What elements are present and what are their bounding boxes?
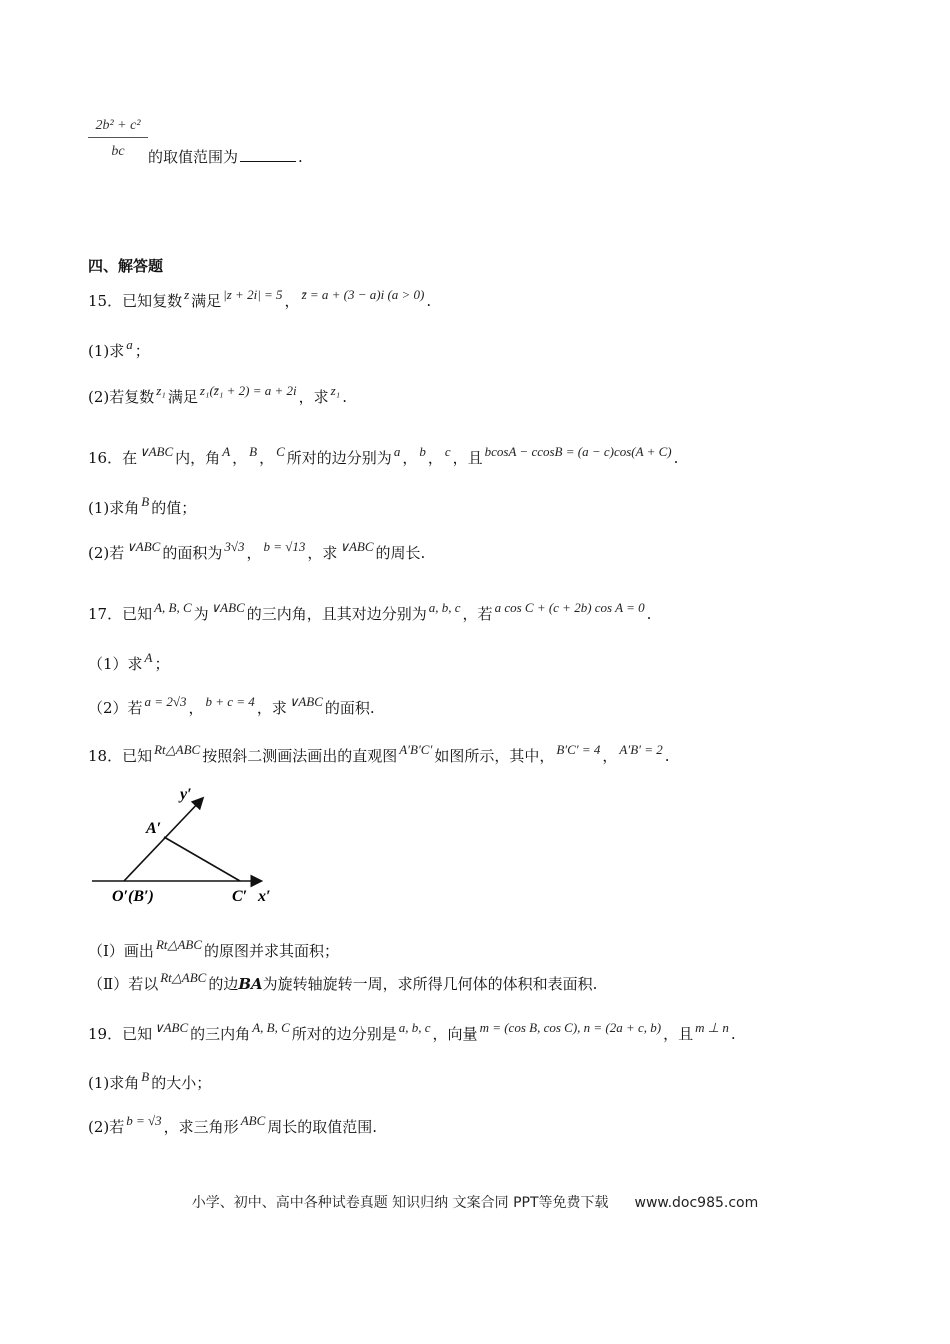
- q15-text: 15．已知复数: [88, 292, 183, 310]
- q18-math: B′C′ = 4: [556, 742, 601, 757]
- q18-math: Rt△ABC: [155, 937, 203, 952]
- q17-math: a cos C + (c + 2b) cos A = 0: [494, 600, 645, 615]
- q19-text: 的大小；: [151, 1074, 212, 1092]
- q19-text: .: [730, 1025, 736, 1043]
- q17-math: a = 2√3: [144, 694, 187, 709]
- fraction-numerator: 2b² + c²: [88, 118, 148, 138]
- q18-text: 为旋转轴旋转一周，求所得几何体的体积和表面积.: [262, 975, 598, 993]
- q16-text: 的值；: [151, 499, 197, 517]
- q14-tail-line: [148, 146, 303, 167]
- q17-text: .: [646, 605, 652, 623]
- q17-text: 17．已知: [88, 605, 153, 623]
- q15-text: 满足: [167, 388, 198, 406]
- q18-stem: [88, 742, 670, 766]
- q16-math: ∨ABC: [339, 539, 374, 554]
- q16-text: (2)若: [88, 544, 125, 562]
- q15-stem: [88, 287, 432, 311]
- q16-text: 16．在: [88, 449, 138, 467]
- q17-text: （1）求: [88, 655, 143, 673]
- q17-part1: [88, 650, 170, 674]
- q15-text: (1)求: [88, 342, 125, 360]
- q18-text: （Ⅰ）画出: [88, 942, 154, 960]
- q16-math: 3√3: [224, 539, 245, 554]
- label-y-prime: y′: [180, 786, 192, 803]
- q16-text: ，且: [452, 449, 483, 467]
- q14-period: .: [298, 148, 303, 166]
- q19-text: (2)若: [88, 1118, 125, 1136]
- q16-part2: [88, 539, 426, 563]
- q18-text: 18．已知: [88, 747, 153, 765]
- q19-part1: [88, 1069, 212, 1093]
- q16-math: a: [393, 444, 401, 459]
- q18-text: 的边: [208, 975, 239, 993]
- q19-text: 周长的取值范围.: [267, 1118, 378, 1136]
- q19-stem: [88, 1020, 736, 1044]
- q17-text: ；: [154, 655, 170, 673]
- q18-part1: [88, 937, 340, 961]
- q19-math: a, b, c: [398, 1020, 431, 1035]
- segment-a-c: [164, 837, 240, 881]
- q15-text: ；: [134, 342, 150, 360]
- q17-text: ，若: [462, 605, 493, 623]
- q17-text: （2）若: [88, 699, 143, 717]
- q19-math: m = (cos B, cos C), n = (2a + c, b): [479, 1020, 662, 1035]
- q18-text: （Ⅱ）若以: [88, 975, 159, 993]
- q17-text: 的三内角，且其对边分别为: [246, 605, 427, 623]
- q16-math: b = √13: [263, 539, 306, 554]
- q19-part2: [88, 1113, 378, 1137]
- q19-text: ，且: [663, 1025, 694, 1043]
- q17-math: A, B, C: [154, 600, 192, 615]
- q18-part2: [88, 970, 598, 994]
- q15-math: z₁(z̄₁ + 2) = a + 2i: [199, 383, 297, 398]
- q18-math: A′B′C′: [399, 742, 433, 757]
- label-x-prime: x′: [258, 888, 271, 905]
- q15-math: |z + 2i| = 5: [223, 287, 283, 302]
- q16-text: ，: [246, 544, 262, 562]
- q19-math: A, B, C: [252, 1020, 290, 1035]
- q15-text: ，: [284, 292, 300, 310]
- oblique-drawing-figure: [88, 785, 288, 910]
- q16-math: c: [444, 444, 451, 459]
- fraction-denominator: bc: [111, 144, 125, 159]
- q15-part1: [88, 337, 150, 361]
- y-axis: [124, 799, 202, 881]
- q16-math: B: [249, 444, 258, 459]
- q16-math: bcosA − ccosB = (a − c)cos(A + C): [484, 444, 672, 459]
- q19-math: ∨ABC: [154, 1020, 189, 1035]
- q17-stem: [88, 600, 652, 624]
- q16-math: b: [419, 444, 426, 459]
- q17-text: 的面积.: [324, 699, 375, 717]
- q15-text: 满足: [191, 292, 222, 310]
- q17-text: ，求: [256, 699, 287, 717]
- page-footer: [0, 1192, 950, 1212]
- fraction-expression: [88, 118, 148, 160]
- q16-text: ，求: [307, 544, 338, 562]
- q19-text: ，求三角形: [163, 1118, 239, 1136]
- q19-text: 19．已知: [88, 1025, 153, 1043]
- q17-math: ∨ABC: [210, 600, 245, 615]
- q16-text: ，: [427, 449, 443, 467]
- q16-math: A: [222, 444, 231, 459]
- q18-math: Rt△ABC: [160, 970, 207, 985]
- q17-text: ，: [188, 699, 204, 717]
- label-c-prime: C′: [232, 888, 248, 905]
- q19-math: m ⊥ n: [695, 1020, 729, 1035]
- q16-text: 所对的边分别为: [286, 449, 392, 467]
- q17-text: 为: [193, 605, 209, 623]
- answer-blank: [240, 147, 296, 162]
- q18-text: .: [664, 747, 670, 765]
- label-a-prime: A′: [146, 820, 162, 837]
- q18-math: A′B′ = 2: [619, 742, 663, 757]
- footer-link[interactable]: www.doc985.com: [634, 1195, 759, 1211]
- q15-part2: [88, 383, 347, 407]
- q16-text: (1)求角: [88, 499, 140, 517]
- q19-text: 所对的边分别是: [291, 1025, 397, 1043]
- q19-text: (1)求角: [88, 1074, 140, 1092]
- q15-math: z₁: [330, 383, 341, 398]
- q16-text: ，: [259, 449, 275, 467]
- q15-math: z̄ = a + (3 − a)i (a > 0): [301, 287, 425, 302]
- footer-text: 小学、初中、高中各种试卷真题 知识归纳 文案合同 PPT等免费下载: [191, 1195, 609, 1211]
- q19-math: b = √3: [126, 1113, 162, 1128]
- q19-math: B: [141, 1069, 150, 1084]
- q19-math: ABC: [240, 1113, 266, 1128]
- q18-text: 的原图并求其面积；: [204, 942, 340, 960]
- q16-text: ，: [402, 449, 418, 467]
- q16-text: 的周长.: [375, 544, 426, 562]
- q16-math: ∨ABC: [139, 444, 174, 459]
- q18-text: 按照斜二测画法画出的直观图: [202, 747, 398, 765]
- q16-math: ∨ABC: [126, 539, 161, 554]
- q15-text: .: [342, 388, 347, 406]
- q16-text: .: [673, 449, 679, 467]
- q16-stem: [88, 444, 679, 468]
- q15-math: a: [126, 337, 133, 352]
- section-title: 四、解答题: [88, 257, 164, 275]
- q16-part1: [88, 494, 197, 518]
- q15-text: (2)若复数: [88, 388, 155, 406]
- q18-math: Rt△ABC: [154, 742, 201, 757]
- q17-part2: [88, 694, 375, 718]
- q17-math: A: [144, 650, 153, 665]
- q14-tail-text: 的取值范围为: [148, 148, 239, 166]
- q16-math: B: [141, 494, 150, 509]
- q17-math: b + c = 4: [205, 694, 255, 709]
- q19-text: 的三内角: [190, 1025, 251, 1043]
- q15-math: z₁: [156, 383, 166, 398]
- q16-math: C: [276, 444, 285, 459]
- q18-text: 如图所示，其中，: [434, 747, 555, 765]
- q16-text: 的面积为: [162, 544, 223, 562]
- q18-text: ，: [602, 747, 618, 765]
- q17-math: a, b, c: [428, 600, 461, 615]
- q15-math: z: [184, 287, 190, 302]
- q15-text: ，求: [298, 388, 329, 406]
- q16-text: ，: [232, 449, 248, 467]
- q15-text: .: [426, 292, 432, 310]
- q19-text: ，向量: [432, 1025, 478, 1043]
- q17-math: ∨ABC: [288, 694, 323, 709]
- label-o-b-prime: O′(B′): [112, 888, 154, 905]
- q16-text: 内，角: [175, 449, 221, 467]
- q18-axis-ba: BA: [238, 975, 263, 993]
